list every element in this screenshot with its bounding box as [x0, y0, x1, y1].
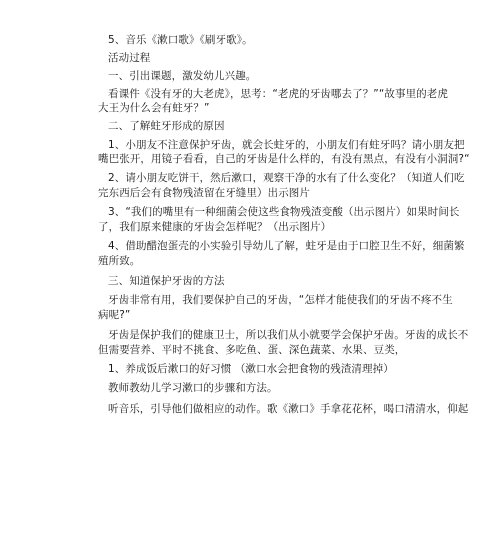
list-item-1: 1、养成饭后漱口的好习惯 （漱口水会把食物的残渣清理掉）	[108, 363, 394, 375]
paragraph-line: 听音乐，引导他们做相应的动作。歌《漱口》手拿花花杯，喝口清清水，仰起	[108, 403, 469, 415]
paragraph-line: 1、小朋友不注意保护牙齿，就会长蛀牙的，小朋友们有蛀牙吗？请小朋友把	[108, 139, 465, 151]
section-heading-2: 二、了解蛀牙形成的原因	[108, 120, 225, 132]
paragraph-line: 病呢?”	[98, 309, 131, 321]
paragraph-line: 完东西后会有食物残渣留在牙缝里）出示图片	[98, 187, 310, 199]
section-heading-1: 一、引出课题，激发幼儿兴趣。	[108, 70, 257, 82]
section-heading-3: 三、知道保护牙齿的方法	[108, 275, 225, 287]
paragraph-line: 3、“我们的嘴里有一种细菌会使这些食物残渣变酸（出示图片）如果时间长	[108, 206, 460, 218]
paragraph-line: 了，我们原来健康的牙齿会怎样呢？（出示图片）	[98, 221, 332, 233]
paragraph-line: 教师教幼儿学习漱口的步骤和方法。	[108, 382, 278, 394]
section-heading-activity-process: 活动过程	[108, 52, 151, 64]
paragraph-line: 4、借助醋泡蛋壳的小实验引导幼儿了解，蛀牙是由于口腔卫生不好，细菌繁	[108, 240, 465, 252]
paragraph-line: 牙齿非常有用，我们要保护自己的牙齿，“怎样才能使我们的牙齿不疼不生	[108, 294, 453, 306]
paragraph-line: 殖所致。	[98, 255, 141, 267]
paragraph-line: 但需要营养、平时不挑食、多吃鱼、蛋、深色蔬菜、水果、豆类，	[98, 344, 406, 356]
music-item: 5、音乐《漱口歌》《刷牙歌》。	[108, 34, 253, 46]
paragraph-line: 嘴巴张开，用镜子看看，自己的牙齿是什么样的，有没有黑点，有没有小洞洞?“	[98, 153, 470, 165]
paragraph-line: 2、请小朋友吃饼干，然后漱口，观察干净的水有了什么变化？（知道人们吃	[108, 172, 465, 184]
paragraph-line: 大王为什么会有蛀牙？”	[98, 102, 210, 114]
paragraph-line: 看课件《没有牙的大老虎》，思考：“老虎的牙齿哪去了？”“故事里的老虎	[108, 88, 448, 100]
paragraph-line: 牙齿是保护我们的健康卫士，所以我们从小就要学会保护牙齿。牙齿的成长不	[108, 329, 469, 341]
